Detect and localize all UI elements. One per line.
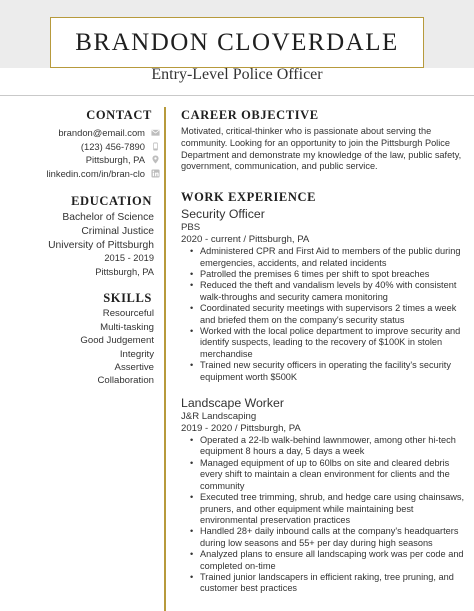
skill-item: Integrity <box>119 348 154 360</box>
right-column <box>181 108 469 595</box>
bullet-item: • Coordinated security meetings with supervisors 2 times a week and briefed them on the company's security status <box>190 303 469 326</box>
contact-email[interactable] <box>0 126 160 140</box>
bullet-item: • Administered CPR and First Aid to members of the public during emergencies, accidents, and related incidents <box>190 246 469 269</box>
job-dates-location: 2019 - 2020 / Pittsburgh, PA <box>181 423 301 435</box>
job-company: J&R Landscaping <box>181 411 257 423</box>
header-divider <box>0 95 474 96</box>
contact-heading: CONTACT <box>86 108 152 122</box>
skill-item: Multi-tasking <box>100 321 154 333</box>
contact-phone[interactable] <box>0 140 160 154</box>
left-column <box>0 108 160 388</box>
experience-heading: WORK EXPERIENCE <box>181 190 317 205</box>
skill-item: Collaboration <box>97 375 154 387</box>
job-bullets <box>190 435 469 595</box>
skill-item: Assertive <box>114 361 154 373</box>
job-dates-location: 2020 - current / Pittsburgh, PA <box>181 234 310 246</box>
objective-text: Motivated, critical-thinker who is passionate about serving the community. Looking for an opportunity to join the Pittsburgh Police Department and demonstrate my knowledge of the law, public safety, government, communication, and public service. <box>181 126 462 172</box>
job-title: Security Officer <box>181 207 265 222</box>
contact-email-text: brandon@email.com <box>58 127 145 139</box>
skill-item: Good Judgement <box>80 335 154 347</box>
bullet-item: • Handled 28+ daily inbound calls at the company's headquarters during low seasons and 55+ per day during high seasons <box>190 526 469 549</box>
bullet-item: • Trained new security officers in operating the facility's security equipment worth $500K <box>190 360 469 383</box>
phone-icon <box>150 141 160 151</box>
education-heading: EDUCATION <box>71 194 152 209</box>
contact-location-text: Pittsburgh, PA <box>85 154 145 166</box>
education-field: Criminal Justice <box>81 225 154 237</box>
bullet-item: • Worked with the local police department to improve security and identify suspects, leading to the recovery of $100K in stolen merchandise <box>190 326 469 360</box>
bullet-item: • Reduced the theft and vandalism levels by 40% with consistent walk-throughs and security camera monitoring <box>190 280 469 303</box>
job-title: Landscape Worker <box>181 396 284 411</box>
skill-item: Resourceful <box>102 308 154 320</box>
linkedin-icon <box>150 169 160 179</box>
contact-phone-text: (123) 456-7890 <box>80 140 145 152</box>
job-company: PBS <box>181 222 201 234</box>
location-pin-icon <box>150 155 160 165</box>
education-school: University of Pittsburgh <box>48 239 154 251</box>
contact-linkedin[interactable] <box>0 167 160 181</box>
job-bullets <box>190 246 469 383</box>
bullet-item: • Trained junior landscapers in efficient raking, tree pruning, and customer best practices <box>190 572 469 595</box>
bullet-item: • Managed equipment of up to 60lbs on site and cleared debris every shift to maintain a clean environment for clients and the community <box>190 458 469 492</box>
education-degree: Bachelor of Science <box>62 212 154 224</box>
education-location: Pittsburgh, PA <box>95 266 154 277</box>
contact-linkedin-text: linkedin.com/in/bran-clo <box>46 168 145 180</box>
bullet-item: • Operated a 22-lb walk-behind lawnmower, among other hi-tech equipment 8 hours a day, 5 days a week <box>190 435 469 458</box>
contact-location <box>0 153 160 167</box>
bullet-item: • Patrolled the premises 6 times per shift to spot breaches <box>190 269 469 280</box>
bullet-item: • Executed tree trimming, shrub, and hedge care using chainsaws, pruners, and other equipment while maintaining best environmental preservation practices <box>190 492 469 526</box>
envelope-icon <box>150 128 160 138</box>
education-years: 2015 - 2019 <box>104 253 154 264</box>
skills-heading: SKILLS <box>103 291 152 306</box>
column-divider <box>164 107 166 611</box>
bullet-item: • Analyzed plans to ensure all landscaping work was per code and completed on-time <box>190 549 469 572</box>
job-entry <box>181 396 469 595</box>
candidate-name: BRANDON CLOVERDALE <box>75 28 399 56</box>
name-box <box>50 17 424 68</box>
objective-heading: CAREER OBJECTIVE <box>181 108 319 122</box>
job-entry <box>181 207 469 383</box>
job-target-title: Entry-Level Police Officer <box>151 66 323 83</box>
